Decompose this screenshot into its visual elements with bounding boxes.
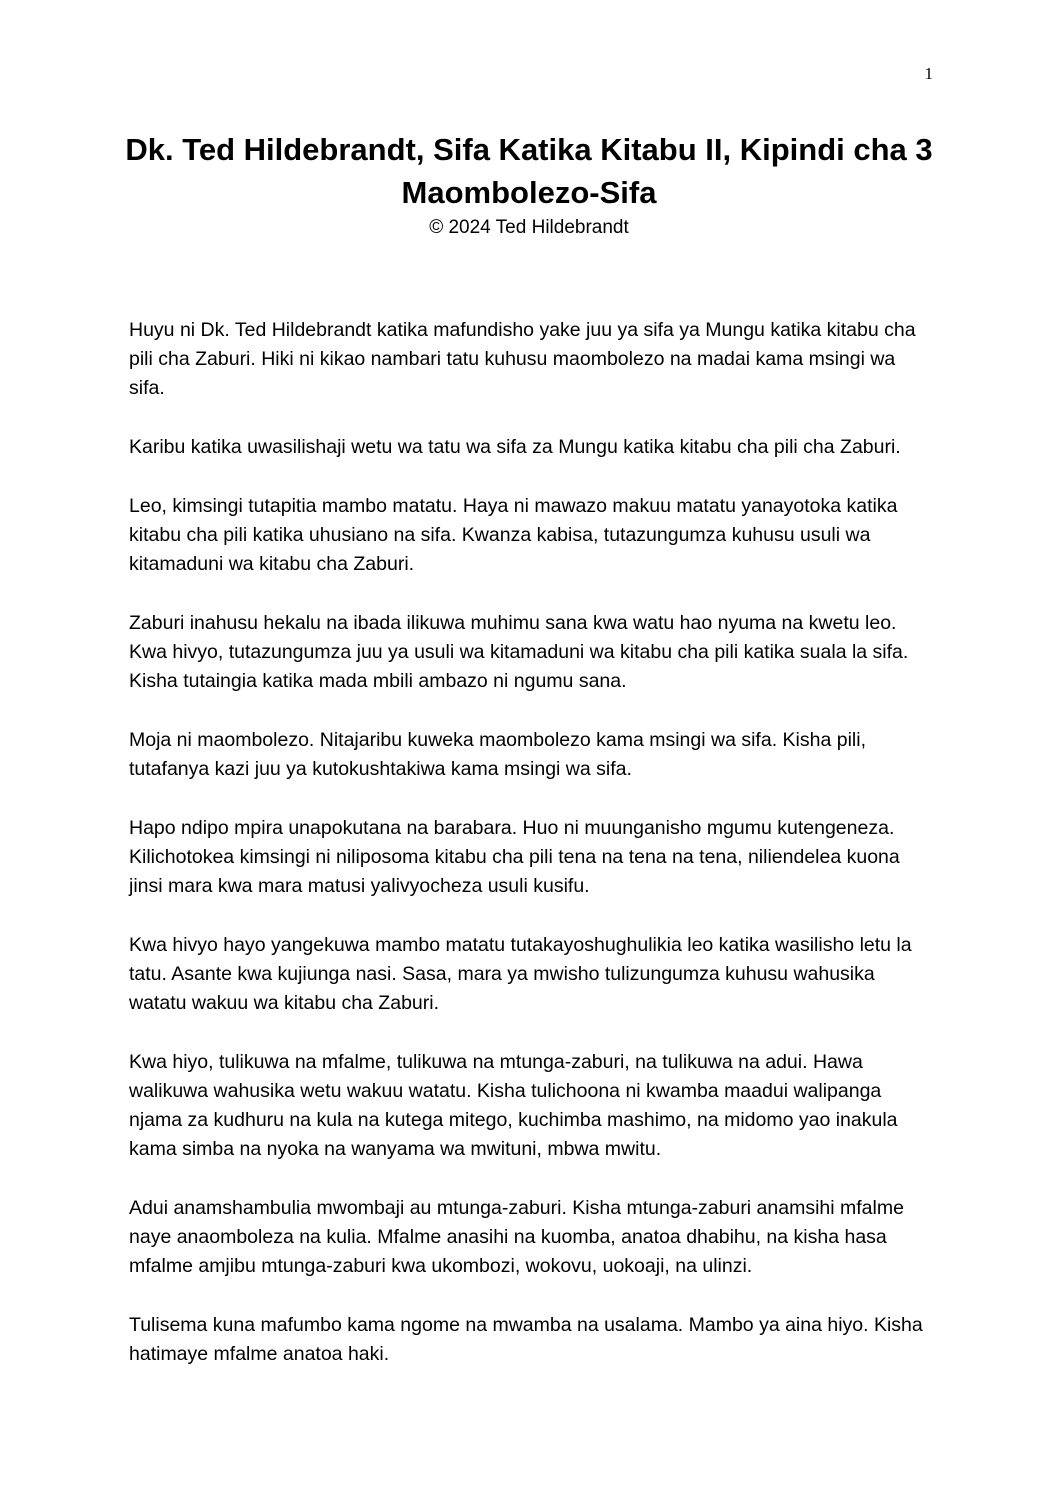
paragraph: Karibu katika uwasilishaji wetu wa tatu wa sifa za Mungu katika kitabu cha pili cha Zaburi. bbox=[129, 436, 901, 458]
paragraph: Adui anamshambulia mwombaji au mtunga-zaburi. Kisha mtunga-zaburi anamsihi mfalme naye anaomboleza na kulia. Mfalme anasihi na kuomba, anatoa dhabihu, na kisha hasa mfalme amjibu mtunga-zaburi kwa ukombozi, wokovu, uokoaji, na ulinzi. bbox=[129, 1197, 904, 1277]
document-subtitle: Maombolezo-Sifa bbox=[401, 175, 657, 210]
copyright-notice: © 2024 Ted Hildebrandt bbox=[429, 217, 629, 238]
page-number: 1 bbox=[924, 64, 933, 83]
document-header bbox=[100, 128, 958, 242]
document-body bbox=[129, 316, 929, 1399]
paragraph: Kwa hiyo, tulikuwa na mfalme, tulikuwa na mtunga-zaburi, na tulikuwa na adui. Hawa walikuwa wahusika wetu wakuu watatu. Kisha tulichoona ni kwamba maadui walipanga njama za kudhuru na kula na kutega mitego, kuchimba mashimo, na midomo yao inakula kama simba na nyoka na wanyama wa mwituni, mbwa mwitu. bbox=[129, 1051, 898, 1160]
paragraph: Leo, kimsingi tutapitia mambo matatu. Haya ni mawazo makuu matatu yanayotoka katika kitabu cha pili katika uhusiano na sifa. Kwanza kabisa, tutazungumza kuhusu usuli wa kitamaduni wa kitabu cha Zaburi. bbox=[129, 495, 898, 575]
paragraph: Hapo ndipo mpira unapokutana na barabara. Huo ni muunganisho mgumu kutengeneza. Kilichotokea kimsingi ni niliposoma kitabu cha pili tena na tena na tena, niliendelea kuona jinsi mara kwa mara matusi yalivyocheza usuli kusifu. bbox=[129, 817, 900, 897]
paragraph: Huyu ni Dk. Ted Hildebrandt katika mafundisho yake juu ya sifa ya Mungu katika kitabu cha pili cha Zaburi. Hiki ni kikao nambari tatu kuhusu maombolezo na madai kama msingi wa sifa. bbox=[129, 319, 916, 399]
document-title: Dk. Ted Hildebrandt, Sifa Katika Kitabu II, Kipindi cha 3 bbox=[125, 132, 933, 167]
paragraph: Moja ni maombolezo. Nitajaribu kuweka maombolezo kama msingi wa sifa. Kisha pili, tutafanya kazi juu ya kutokushtakiwa kama msingi wa sifa. bbox=[129, 729, 866, 780]
paragraph: Tulisema kuna mafumbo kama ngome na mwamba na usalama. Mambo ya aina hiyo. Kisha hatimaye mfalme anatoa haki. bbox=[129, 1314, 923, 1365]
paragraph: Zaburi inahusu hekalu na ibada ilikuwa muhimu sana kwa watu hao nyuma na kwetu leo. Kwa hivyo, tutazungumza juu ya usuli wa kitamaduni wa kitabu cha pili katika suala la sifa. Kisha tutaingia katika mada mbili ambazo ni ngumu sana. bbox=[129, 612, 909, 692]
paragraph: Kwa hivyo hayo yangekuwa mambo matatu tutakayoshughulikia leo katika wasilisho letu la tatu. Asante kwa kujiunga nasi. Sasa, mara ya mwisho tulizungumza kuhusu wahusika watatu wakuu wa kitabu cha Zaburi. bbox=[129, 934, 912, 1014]
